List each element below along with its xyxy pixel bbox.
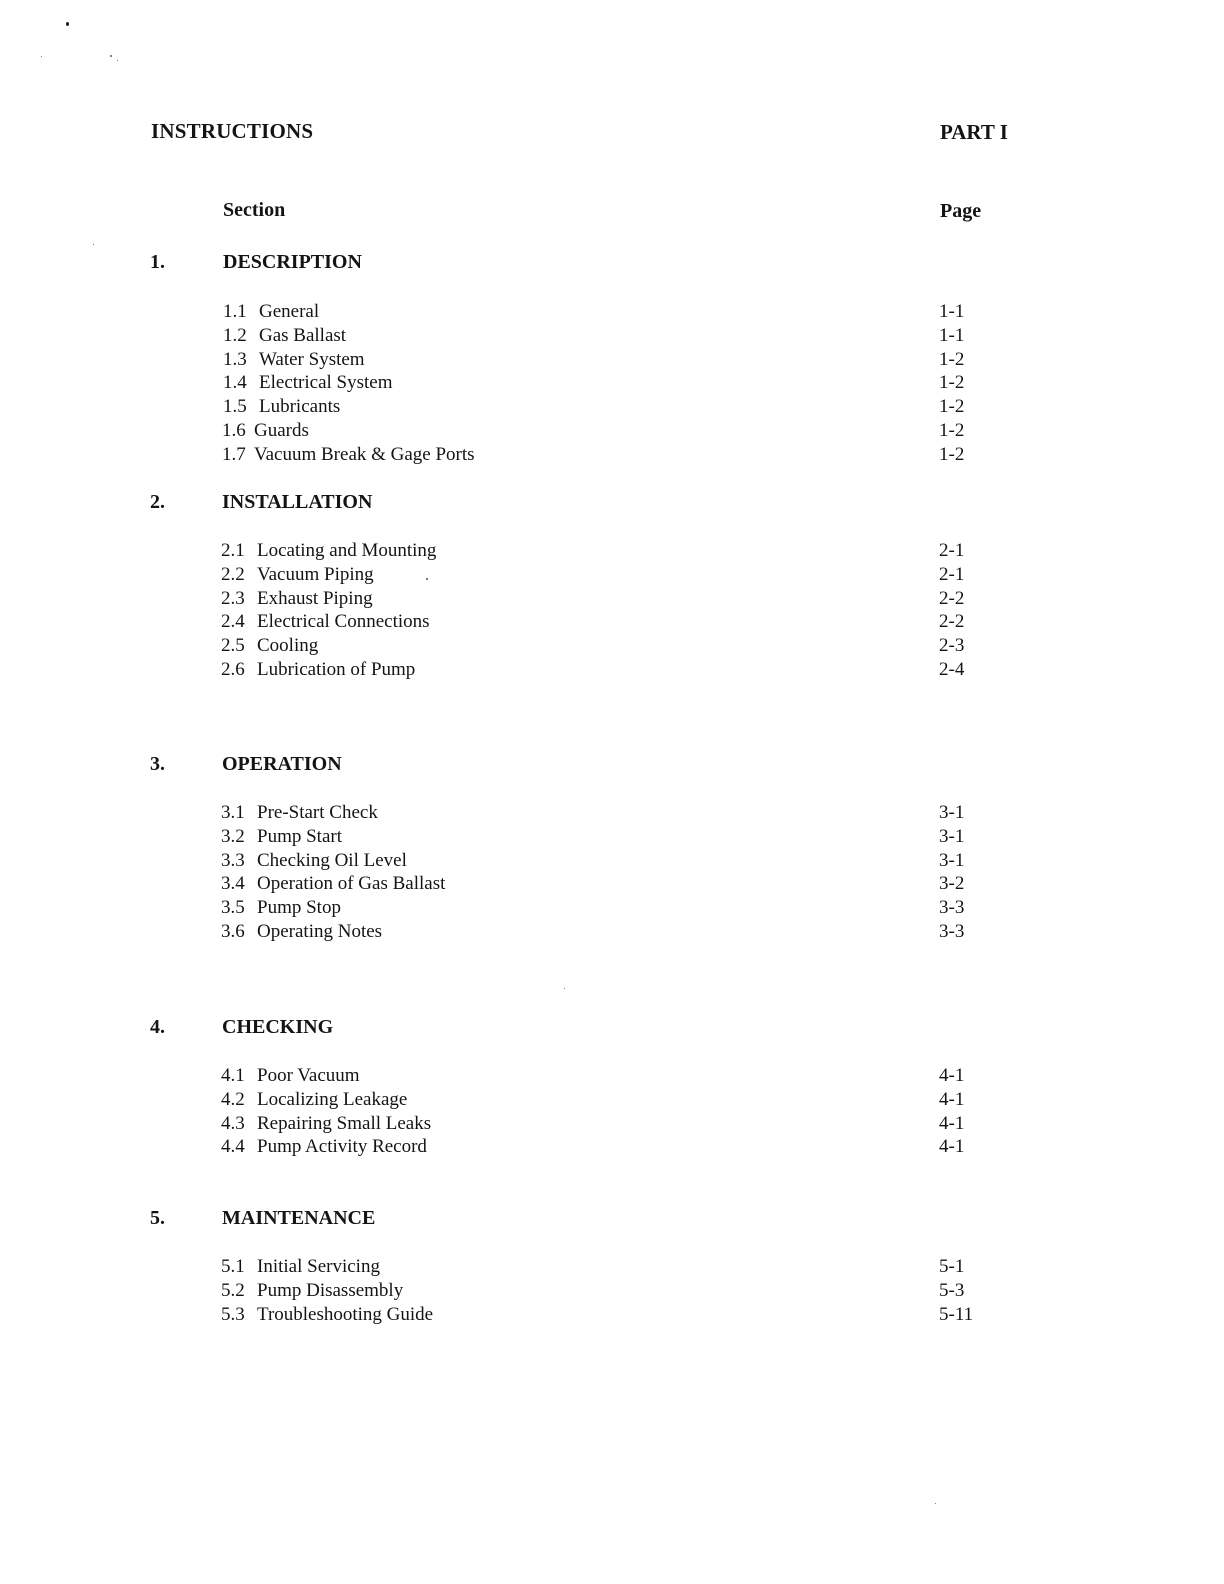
toc-entry bbox=[0, 897, 1224, 921]
entry-number: 4.2 bbox=[221, 1088, 245, 1110]
entry-number: 3.6 bbox=[221, 920, 245, 942]
entry-page: 5-3 bbox=[939, 1279, 965, 1301]
toc-entry bbox=[0, 921, 1224, 945]
entry-label: Operating Notes bbox=[257, 920, 383, 942]
toc-entry bbox=[0, 659, 1224, 683]
toc-entry bbox=[0, 564, 1224, 588]
toc-entry bbox=[0, 588, 1224, 612]
scan-speck bbox=[41, 56, 42, 57]
entry-page: 3-1 bbox=[939, 825, 965, 847]
entry-label: Repairing Small Leaks bbox=[257, 1112, 432, 1134]
section-number: 4. bbox=[150, 1016, 165, 1038]
entry-number: 3.5 bbox=[221, 897, 245, 919]
entry-number: 3.4 bbox=[221, 873, 245, 895]
entry-number: 1.7 bbox=[222, 443, 246, 465]
section-title: INSTALLATION bbox=[222, 491, 373, 513]
toc-entry bbox=[0, 396, 1224, 420]
entry-label: Troubleshooting Guide bbox=[257, 1303, 434, 1325]
entry-number: 2.2 bbox=[221, 563, 245, 585]
entry-number: 1.4 bbox=[223, 372, 247, 394]
entry-page: 3-1 bbox=[939, 849, 965, 871]
entry-label: Checking Oil Level bbox=[257, 849, 407, 871]
entry-label: Guards bbox=[254, 419, 309, 441]
entry-number: 3.3 bbox=[221, 849, 245, 871]
entry-label: Pump Disassembly bbox=[257, 1279, 404, 1301]
toc-entry bbox=[0, 1089, 1224, 1113]
toc-entry bbox=[0, 420, 1224, 444]
entry-label: Exhaust Piping bbox=[257, 587, 373, 609]
section-title: CHECKING bbox=[222, 1016, 334, 1038]
entry-page: 1-2 bbox=[939, 348, 965, 370]
entry-page: 1-1 bbox=[939, 324, 965, 346]
toc-entry bbox=[0, 611, 1224, 635]
page-column-heading: Page bbox=[940, 200, 982, 222]
entry-page: 2-1 bbox=[939, 563, 965, 585]
entry-page: 2-2 bbox=[939, 611, 965, 633]
scan-speck bbox=[93, 244, 94, 245]
section-title: DESCRIPTION bbox=[223, 251, 362, 273]
toc-entry bbox=[0, 301, 1224, 325]
entry-label: Pump Stop bbox=[257, 897, 341, 919]
toc-entry-list bbox=[0, 540, 1224, 683]
entry-number: 3.2 bbox=[221, 825, 245, 847]
toc-entry bbox=[0, 444, 1224, 468]
entry-page: 5-1 bbox=[939, 1256, 965, 1277]
section-column-heading: Section bbox=[223, 199, 286, 221]
entry-page: 1-2 bbox=[939, 396, 965, 418]
entry-page: 3-1 bbox=[939, 802, 965, 823]
entry-label: Locating and Mounting bbox=[257, 540, 437, 561]
entry-number: 1.3 bbox=[223, 348, 247, 370]
entry-number: 1.1 bbox=[223, 301, 247, 322]
entry-number: 2.6 bbox=[221, 658, 245, 680]
toc-entry bbox=[0, 1256, 1224, 1280]
entry-number: 5.1 bbox=[221, 1256, 245, 1277]
entry-label: Localizing Leakage bbox=[257, 1088, 408, 1110]
entry-label: Pre-Start Check bbox=[257, 802, 378, 823]
document-title: INSTRUCTIONS bbox=[151, 119, 314, 143]
entry-number: 4.1 bbox=[221, 1065, 245, 1086]
entry-page: 3-2 bbox=[939, 873, 965, 895]
entry-page: 4-1 bbox=[939, 1065, 965, 1086]
entry-number: 1.6 bbox=[222, 419, 246, 441]
toc-entry-list bbox=[0, 802, 1224, 945]
toc-entry bbox=[0, 1280, 1224, 1304]
toc-entry-list bbox=[0, 1065, 1224, 1160]
toc-entry bbox=[0, 850, 1224, 874]
entry-page: 4-1 bbox=[939, 1088, 965, 1110]
scan-speck bbox=[110, 55, 112, 57]
entry-number: 4.3 bbox=[221, 1112, 245, 1134]
toc-entry bbox=[0, 325, 1224, 349]
section-number: 5. bbox=[150, 1207, 165, 1229]
entry-page: 1-2 bbox=[939, 419, 965, 441]
toc-entry bbox=[0, 349, 1224, 373]
entry-page: 2-4 bbox=[939, 658, 965, 680]
scan-speck bbox=[117, 60, 118, 61]
entry-number: 2.1 bbox=[221, 540, 245, 561]
entry-number: 2.3 bbox=[221, 587, 245, 609]
toc-entry bbox=[0, 1136, 1224, 1160]
entry-label: Pump Activity Record bbox=[257, 1136, 427, 1158]
entry-number: 2.5 bbox=[221, 635, 245, 657]
entry-label: Vacuum Piping bbox=[257, 563, 374, 585]
entry-label: Operation of Gas Ballast bbox=[257, 873, 446, 895]
toc-entry-list bbox=[0, 1256, 1224, 1327]
toc-entry bbox=[0, 802, 1224, 826]
scan-speck bbox=[66, 22, 69, 26]
entry-page: 2-1 bbox=[939, 540, 965, 561]
toc-entry bbox=[0, 372, 1224, 396]
entry-page: 1-2 bbox=[939, 443, 965, 465]
section-number: 1. bbox=[150, 251, 165, 273]
entry-label: Poor Vacuum bbox=[257, 1065, 360, 1086]
toc-entry bbox=[0, 1304, 1224, 1328]
section-number: 2. bbox=[150, 491, 165, 513]
section-number: 3. bbox=[150, 753, 165, 775]
toc-entry bbox=[0, 635, 1224, 659]
entry-page: 1-2 bbox=[939, 372, 965, 394]
entry-page: 2-2 bbox=[939, 587, 965, 609]
entry-number: 1.5 bbox=[223, 396, 247, 418]
scan-speck bbox=[564, 988, 565, 989]
toc-entry bbox=[0, 826, 1224, 850]
entry-page: 4-1 bbox=[939, 1136, 965, 1158]
entry-number: 2.4 bbox=[221, 611, 245, 633]
part-label: PART I bbox=[940, 120, 1008, 144]
entry-number: 4.4 bbox=[221, 1136, 245, 1158]
entry-page: 5-11 bbox=[939, 1303, 974, 1325]
entry-page: 2-3 bbox=[939, 635, 965, 657]
entry-page: 3-3 bbox=[939, 897, 965, 919]
entry-label: Cooling bbox=[257, 635, 319, 657]
entry-label: Electrical Connections bbox=[257, 611, 430, 633]
entry-number: 5.2 bbox=[221, 1279, 245, 1301]
entry-page: 4-1 bbox=[939, 1112, 965, 1134]
section-title: OPERATION bbox=[222, 753, 342, 775]
entry-page: 3-3 bbox=[939, 920, 965, 942]
entry-label: General bbox=[259, 301, 320, 322]
toc-entry bbox=[0, 1113, 1224, 1137]
section-title: MAINTENANCE bbox=[222, 1207, 376, 1229]
entry-label: Lubrication of Pump bbox=[257, 658, 416, 680]
entry-label: Vacuum Break & Gage Ports bbox=[254, 443, 475, 465]
entry-label: Pump Start bbox=[257, 825, 342, 847]
toc-entry bbox=[0, 540, 1224, 564]
scan-speck bbox=[935, 1503, 936, 1504]
entry-number: 5.3 bbox=[221, 1303, 245, 1325]
toc-entry bbox=[0, 1065, 1224, 1089]
entry-number: 3.1 bbox=[221, 802, 245, 823]
entry-number: 1.2 bbox=[223, 324, 247, 346]
toc-entry bbox=[0, 873, 1224, 897]
toc-entry-list bbox=[0, 301, 1224, 468]
entry-label: Electrical System bbox=[259, 372, 393, 394]
entry-label: Initial Servicing bbox=[257, 1256, 380, 1277]
entry-label: Lubricants bbox=[259, 396, 341, 418]
entry-page: 1-1 bbox=[939, 301, 965, 322]
entry-label: Gas Ballast bbox=[259, 324, 347, 346]
entry-label: Water System bbox=[259, 348, 365, 370]
